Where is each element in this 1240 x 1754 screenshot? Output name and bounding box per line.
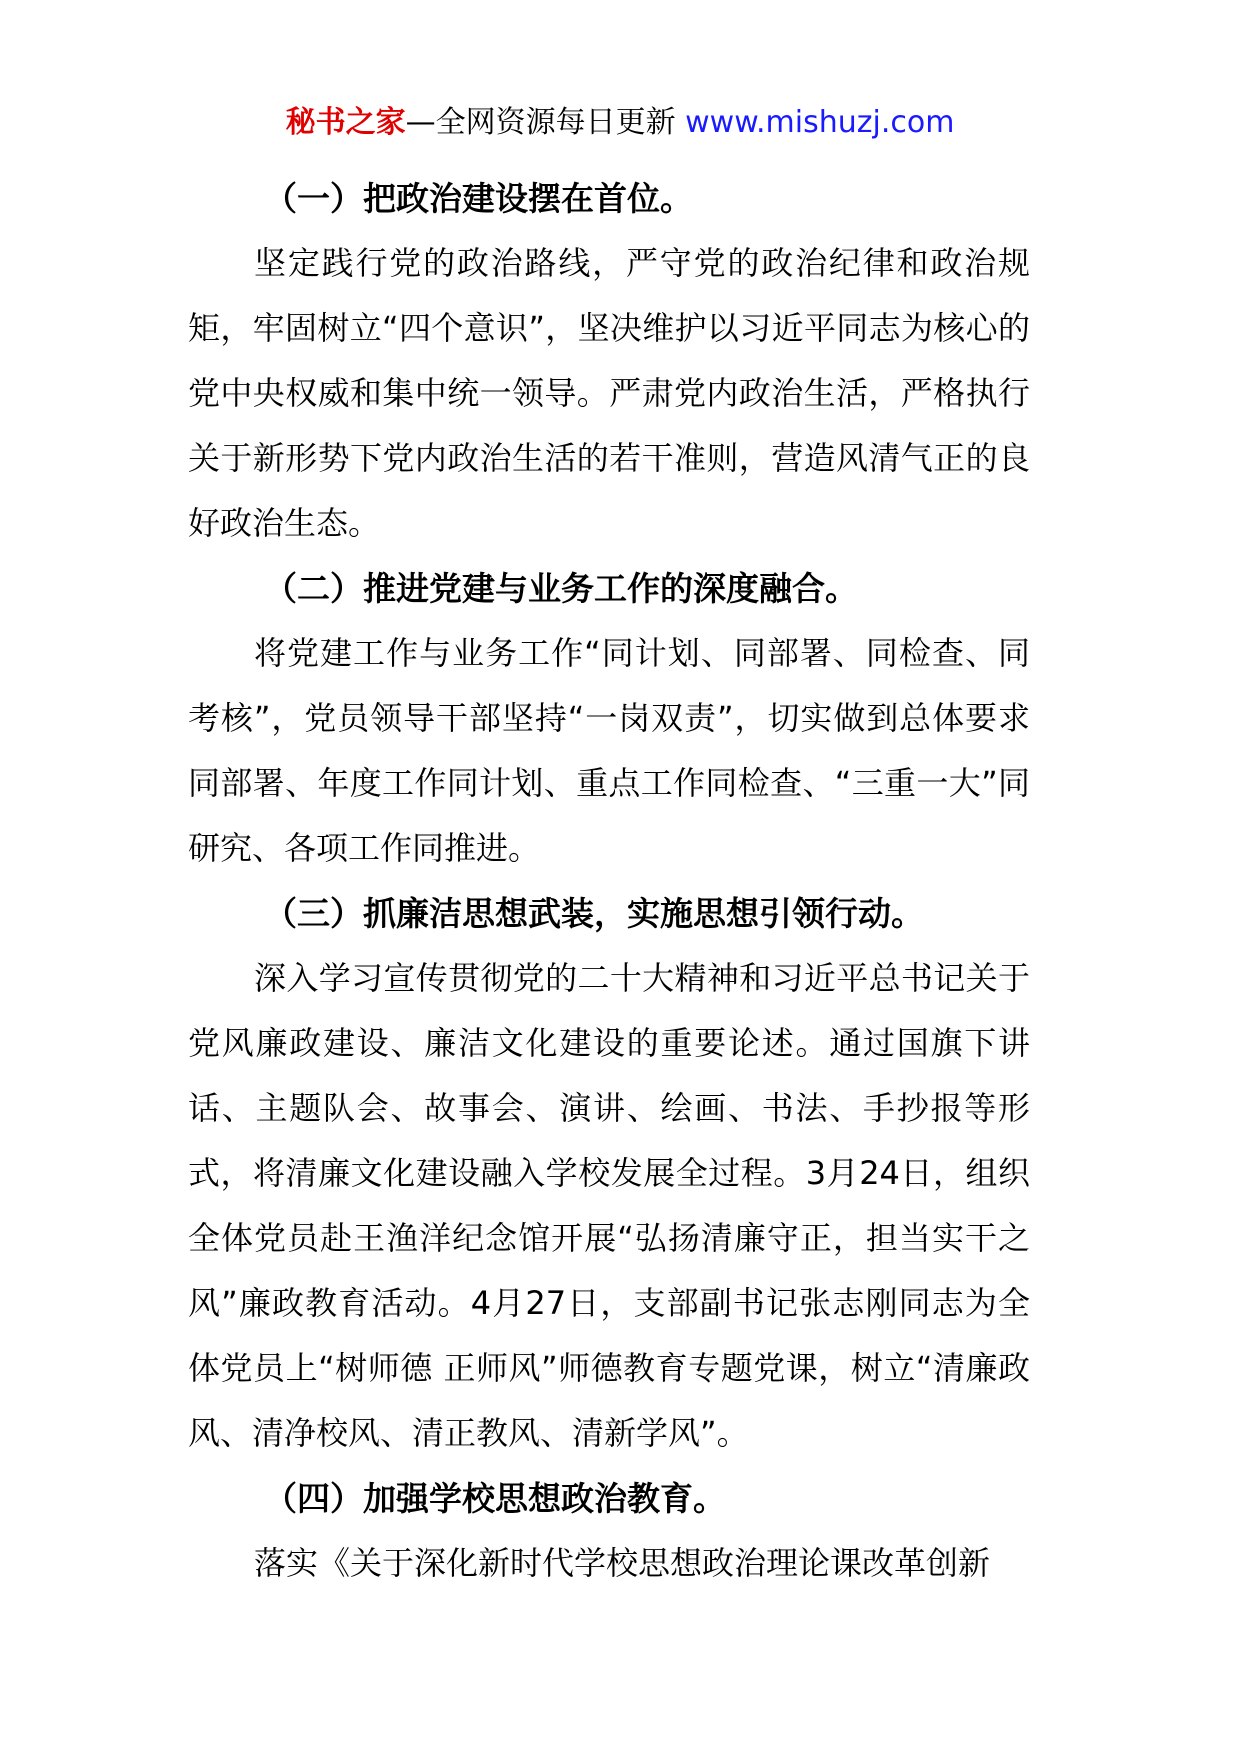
section-paragraph-4: 落实《关于深化新时代学校思想政治理论课改革创新	[254, 1544, 991, 1582]
section-paragraph-1: 坚定践行党的政治路线，严守党的政治纪律和政治规矩，牢固树立“四个意识”，坚决维护以习近平同志为核心的党中央权威和集中统一领导。严肃党内政治生活，严格执行关于新形势下党内政治生活的若干准则，营造风清气正的良好政治生态。	[188, 244, 1030, 542]
section-heading-4: （四）加强学校思想政治教育。	[264, 1479, 726, 1518]
site-url-link[interactable]: www.mishuzj.com	[685, 105, 955, 140]
header-tagline: —全网资源每日更新	[405, 105, 686, 140]
section-paragraph-2: 将党建工作与业务工作“同计划、同部署、同检查、同考核”，党员领导干部坚持“一岗双责”，切实做到总体要求同部署、年度工作同计划、重点工作同检查、“三重一大”同研究、各项工作同推进。	[188, 634, 1030, 867]
site-header	[0, 98, 1240, 148]
brand-name: 秘书之家	[285, 105, 406, 140]
document-body	[188, 166, 1030, 1596]
section-heading-2: （二）推进党建与业务工作的深度融合。	[264, 569, 858, 608]
section-heading-1: （一）把政治建设摆在首位。	[264, 179, 693, 218]
section-paragraph-3: 深入学习宣传贯彻党的二十大精神和习近平总书记关于党风廉政建设、廉洁文化建设的重要论述。通过国旗下讲话、主题队会、故事会、演讲、绘画、书法、手抄报等形式，将清廉文化建设融入学校发展全过程。3月24日，组织全体党员赴王渔洋纪念馆开展“弘扬清廉守正，担当实干之风”廉政教育活动。4月27日，支部副书记张志刚同志为全体党员上“树师德 正师风”师德教育专题党课，树立“清廉政风、清净校风、清正教风、清新学风”。	[188, 959, 1030, 1452]
section-heading-3: （三）抓廉洁思想武装，实施思想引领行动。	[264, 894, 924, 933]
